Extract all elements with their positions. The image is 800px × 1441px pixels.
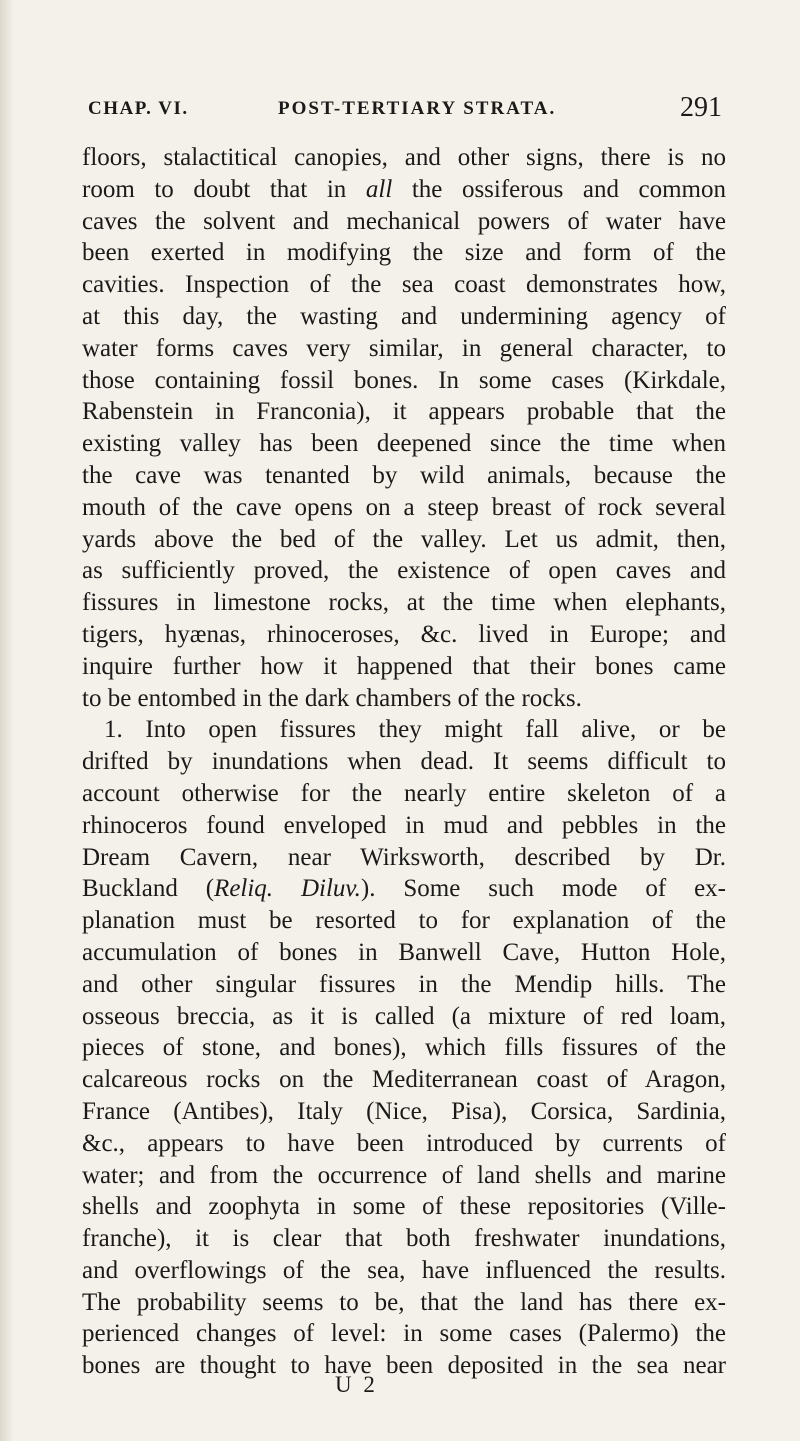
text-line: tigers, hyænas, rhinoceroses, &c. lived in Europe; and [82, 620, 726, 648]
text-line: been exerted in modifying the size and form of the [82, 239, 726, 267]
page-gutter-shadow [0, 0, 14, 1441]
text-line: accumulation of bones in Banwell Cave, Hutton Hole, [82, 938, 726, 966]
text-line: account otherwise for the nearly entire skeleton of a [82, 779, 726, 807]
text-line: cavities. Inspection of the sea coast demonstrates how, [82, 271, 726, 299]
text-line: water; and from the occurrence of land shells and marine [82, 1161, 726, 1189]
text-line: water forms caves very similar, in general character, to [82, 334, 726, 362]
text-line: those containing fossil bones. In some cases (Kirkdale, [82, 366, 726, 394]
text-line: and other singular fissures in the Mendip hills. The [82, 970, 726, 998]
text-line: drifted by inundations when dead. It seems difficult to [82, 748, 726, 776]
text-line: existing valley has been deepened since the time when [82, 430, 726, 458]
running-head [88, 92, 722, 124]
text-line: the cave was tenanted by wild animals, because the [82, 461, 726, 489]
text-line: franche), it is clear that both freshwater inundations, [82, 1225, 726, 1253]
text-line: room to doubt that in all the ossiferous and common [82, 175, 726, 203]
text-line: Dream Cavern, near Wirksworth, described by Dr. [82, 843, 726, 871]
page-number: 291 [680, 92, 722, 123]
text-line: perienced changes of level: in some cases (Palermo) the [82, 1320, 726, 1348]
text-line: bones are thought to have been deposited in the sea near [82, 1352, 726, 1380]
text-line: and overflowings of the sea, have influenced the results. [82, 1256, 726, 1284]
text-line: inquire further how it happened that their bones came [82, 652, 726, 680]
text-line: fissures in limestone rocks, at the time when elephants, [82, 589, 726, 617]
text-line: calcareous rocks on the Mediterranean coast of Aragon, [82, 1066, 726, 1094]
text-line: to be entombed in the dark chambers of the rocks. [82, 684, 582, 712]
signature-mark: U 2 [335, 1372, 378, 1397]
text-line: mouth of the cave opens on a steep breast of rock several [82, 493, 726, 521]
text-line: rhinoceros found enveloped in mud and pebbles in the [82, 811, 726, 839]
text-line: osseous breccia, as it is called (a mixture of red loam, [82, 1002, 726, 1030]
text-line: at this day, the wasting and undermining agency of [82, 302, 726, 330]
text-line: France (Antibes), Italy (Nice, Pisa), Corsica, Sardinia, [82, 1097, 726, 1125]
text-line: as sufficiently proved, the existence of open caves and [82, 557, 726, 585]
running-title: POST-TERTIARY STRATA. [278, 98, 557, 119]
text-line: floors, stalactitical canopies, and other signs, there is no [82, 144, 726, 171]
text-line: caves the solvent and mechanical powers of water have [82, 207, 726, 235]
text-line: The probability seems to be, that the land has there ex- [82, 1288, 726, 1316]
text-line: Rabenstein in Franconia), it appears probable that the [82, 398, 726, 426]
text-line: shells and zoophyta in some of these repositories (Ville- [82, 1193, 726, 1221]
text-line: &c., appears to have been introduced by currents of [82, 1129, 726, 1157]
text-line: Buckland (Reliq. Diluv.). Some such mode of ex- [82, 875, 726, 903]
chapter-label: CHAP. VI. [88, 98, 189, 119]
text-line: pieces of stone, and bones), which fills fissures of the [82, 1034, 726, 1062]
body-text [82, 142, 726, 1382]
text-line: planation must be resorted to for explanation of the [82, 907, 726, 935]
text-line: 1. Into open fissures they might fall alive, or be [104, 716, 726, 744]
text-line: yards above the bed of the valley. Let us admit, then, [82, 525, 726, 553]
